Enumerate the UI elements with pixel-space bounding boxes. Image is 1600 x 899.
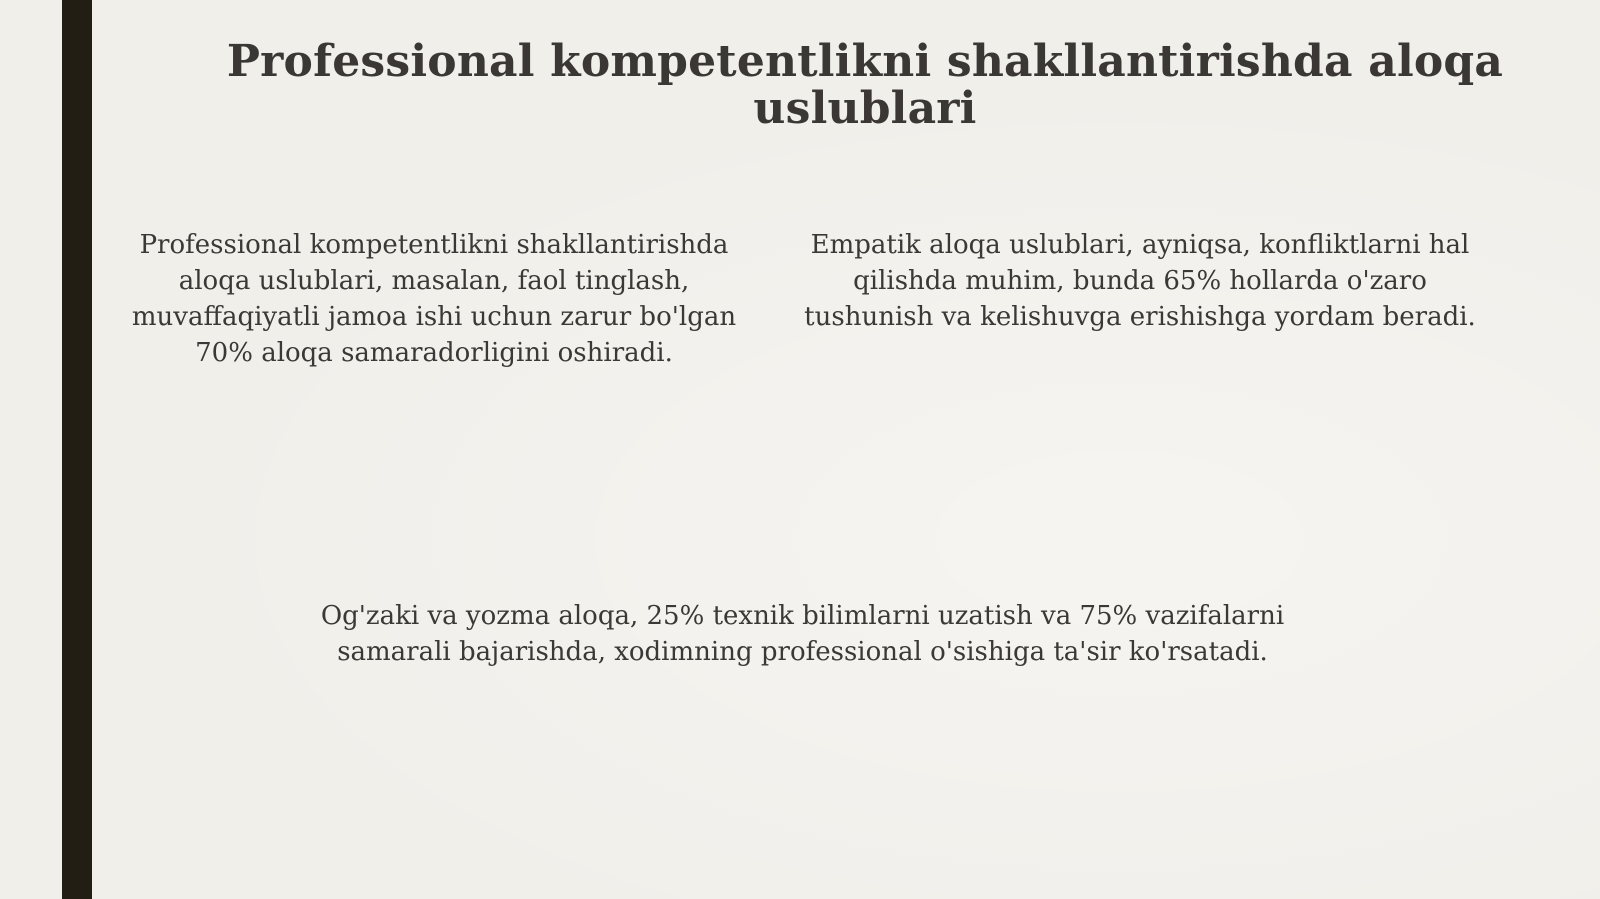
slide-title: Professional kompetentlikni shakllantirishda aloqa uslublari	[226, 36, 1504, 134]
left-text-block: Professional kompetentlikni shakllantirishda aloqa uslublari, masalan, faol tinglash, muvaffaqiyatli jamoa ishi uchun zarur bo'lgan 70% aloqa samaradorligini oshiradi.	[131, 230, 737, 368]
accent-bar	[62, 0, 92, 899]
right-text-block: Empatik aloqa uslublari, ayniqsa, konfliktlarni hal qilishda muhim, bunda 65% hollarda o'zaro tushunish va kelishuvga erishishga yordam beradi.	[804, 230, 1476, 332]
bottom-text-block: Og'zaki va yozma aloqa, 25% texnik bilimlarni uzatish va 75% vazifalarni samarali bajarishda, xodimning professional o'sishiga ta'sir ko'rsatadi.	[320, 601, 1285, 667]
